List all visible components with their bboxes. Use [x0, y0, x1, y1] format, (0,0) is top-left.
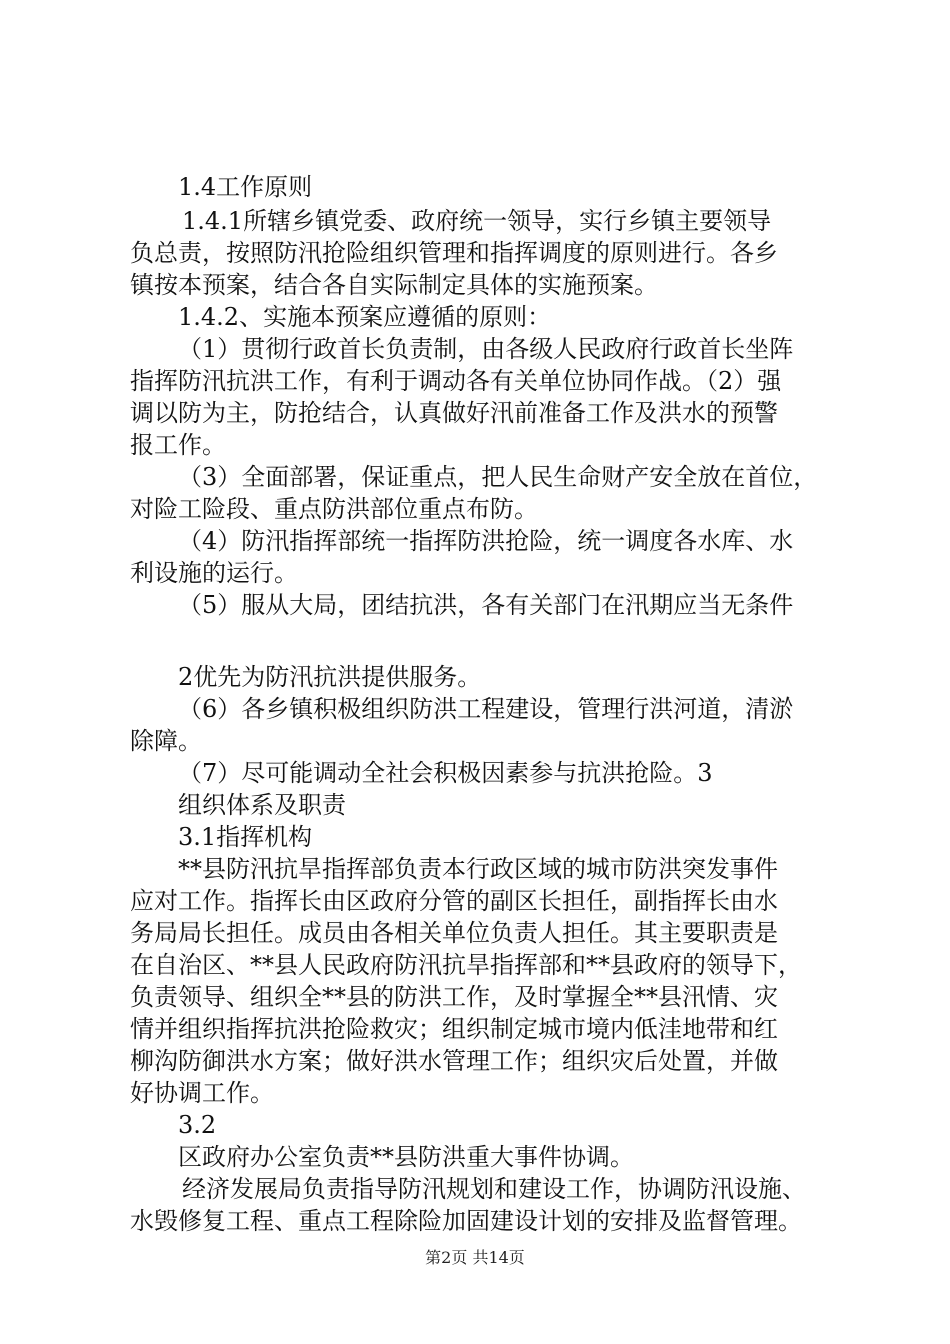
- section-heading-3-2: 3.2: [178, 1111, 217, 1139]
- paragraph-line: **县防汛抗旱指挥部负责本行政区域的城市防洪突发事件: [178, 855, 778, 883]
- paragraph-line: （5）服从大局，团结抗洪，各有关部门在汛期应当无条件: [178, 591, 794, 619]
- paragraph-line: 除障。: [130, 727, 202, 755]
- paragraph-line: 好协调工作。: [130, 1079, 274, 1107]
- paragraph-line: 报工作。: [130, 431, 226, 459]
- paragraph-line: 水毁修复工程、重点工程除险加固建设计划的安排及监督管理。: [130, 1207, 802, 1235]
- paragraph-line: 情并组织指挥抗洪抢险救灾；组织制定城市境内低洼地带和红: [130, 1015, 778, 1043]
- paragraph-line: 柳沟防御洪水方案；做好洪水管理工作；组织灾后处置，并做: [130, 1047, 778, 1075]
- paragraph-line: 镇按本预案，结合各自实际制定具体的实施预案。: [130, 271, 658, 299]
- paragraph-line: 2优先为防汛抗洪提供服务。: [178, 663, 482, 691]
- paragraph-line: 负责领导、组织全**县的防洪工作，及时掌握全**县汛情、灾: [130, 983, 778, 1011]
- paragraph-line: 区政府办公室负责**县防洪重大事件协调。: [178, 1143, 634, 1171]
- paragraph-line: 在自治区、**县人民政府防汛抗旱指挥部和**县政府的领导下，: [130, 951, 802, 979]
- paragraph-line: 指挥防汛抗洪工作，有利于调动各有关单位协同作战。（2）强: [130, 367, 782, 395]
- section-heading-3: 组织体系及职责: [178, 791, 346, 819]
- section-heading-3-1: 3.1指挥机构: [178, 823, 313, 851]
- page-footer: [0, 1248, 950, 1268]
- paragraph-line: （1）贯彻行政首长负责制，由各级人民政府行政首长坐阵: [178, 335, 794, 363]
- page-number: 第2页 共14页: [425, 1248, 525, 1267]
- paragraph-line: （3）全面部署，保证重点，把人民生命财产安全放在首位，: [178, 463, 818, 491]
- paragraph-line: 务局局长担任。成员由各相关单位负责人担任。其主要职责是: [130, 919, 778, 947]
- paragraph-line: （4）防汛指挥部统一指挥防洪抢险，统一调度各水库、水: [178, 527, 794, 555]
- paragraph-line: 利设施的运行。: [130, 559, 298, 587]
- section-heading-1-4: 1.4工作原则: [178, 173, 313, 201]
- paragraph-line: （6）各乡镇积极组织防洪工程建设，管理行洪河道，清淤: [178, 695, 794, 723]
- paragraph-line: 对险工险段、重点防洪部位重点布防。: [130, 495, 538, 523]
- paragraph-line: 经济发展局负责指导防汛规划和建设工作，协调防汛设施、: [182, 1175, 806, 1203]
- paragraph-line: 应对工作。指挥长由区政府分管的副区长担任，副指挥长由水: [130, 887, 778, 915]
- paragraph-line: 负总责，按照防汛抢险组织管理和指挥调度的原则进行。各乡: [130, 239, 778, 267]
- paragraph-line: 1.4.2、实施本预案应遵循的原则：: [178, 303, 552, 331]
- paragraph-line: 调以防为主，防抢结合，认真做好汛前准备工作及洪水的预警: [130, 399, 778, 427]
- paragraph-line: （7）尽可能调动全社会积极因素参与抗洪抢险。3: [178, 759, 713, 787]
- paragraph-line: 1.4.1所辖乡镇党委、政府统一领导，实行乡镇主要领导: [182, 207, 772, 235]
